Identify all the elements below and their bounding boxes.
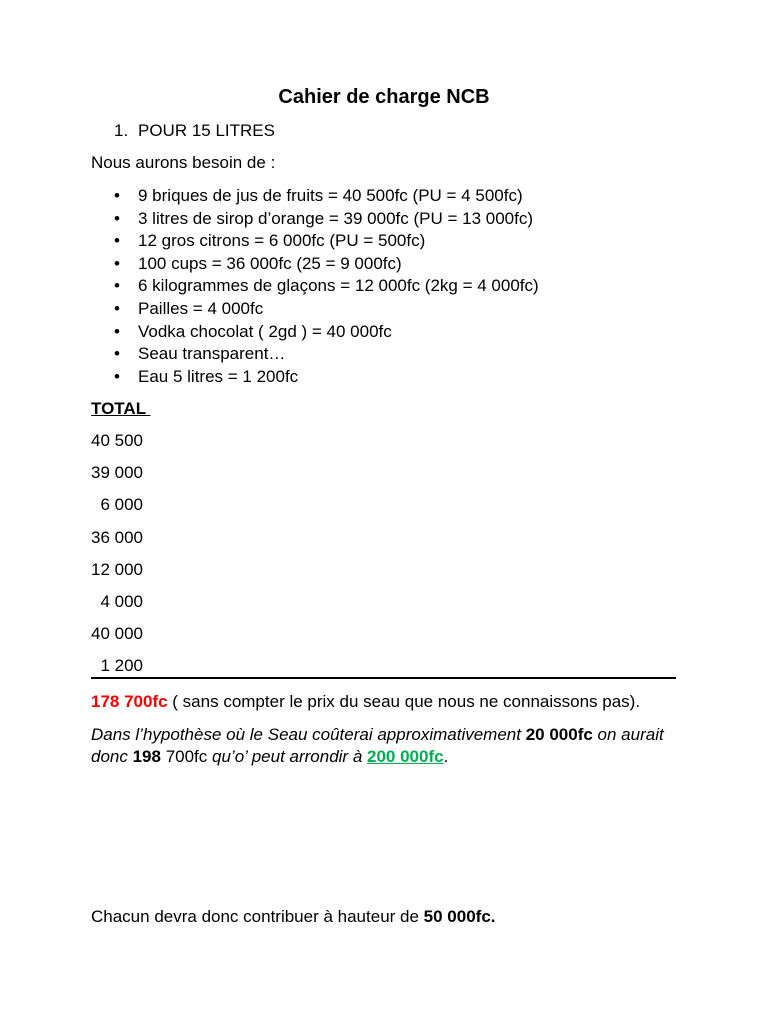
list-item: • 3 litres de sirop d’orange = 39 000fc (PU = 13 000fc) [114, 208, 534, 228]
list-item: • 100 cups = 36 000fc (25 = 9 000fc) [114, 253, 402, 273]
conclusion-text: Chacun devra donc contribuer à hauteur de 50 000fc. [91, 907, 496, 926]
amount-line: 40 000 [91, 624, 143, 644]
section-heading [114, 121, 275, 141]
amount-line: 1 200 [91, 656, 143, 676]
amount-line: 4 000 [91, 591, 143, 611]
amount-line: 40 500 [91, 431, 143, 450]
list-item: • Seau transparent… [114, 344, 286, 364]
new-total-bold: 198 [132, 747, 161, 766]
bullet-icon: • [114, 186, 120, 205]
amount-line: 39 000 [91, 463, 143, 483]
bullet-icon: • [114, 344, 120, 364]
list-item: • 12 gros citrons = 6 000fc (PU = 500fc) [114, 231, 426, 251]
intro-text: Nous aurons besoin de : [91, 153, 276, 172]
amounts-list [91, 431, 143, 689]
shopping-list [114, 185, 539, 388]
amount-line: 36 000 [91, 527, 143, 547]
sum-divider [91, 677, 676, 679]
document-title: Cahier de charge NCB [278, 86, 490, 108]
bullet-icon: • [114, 366, 120, 386]
list-item: • Vodka chocolat ( 2gd ) = 40 000fc [114, 321, 392, 341]
section-label: POUR 15 LITRES [138, 121, 275, 140]
amount-line: 12 000 [91, 559, 143, 579]
bullet-icon: • [114, 276, 120, 296]
list-item: • 9 briques de jus de fruits = 40 500fc (PU = 4 500fc) [114, 186, 523, 205]
bullet-icon: • [114, 253, 120, 273]
bullet-icon: • [114, 298, 120, 318]
rounded-total: 200 000fc [367, 747, 444, 766]
bullet-icon: • [114, 321, 120, 341]
total-result [91, 692, 640, 712]
list-item: • Pailles = 4 000fc [114, 298, 264, 318]
list-item: • Eau 5 litres = 1 200fc [114, 366, 299, 386]
contribution-amount: 50 000fc. [423, 907, 496, 926]
bucket-price: 20 000fc [525, 725, 593, 744]
hypothesis-paragraph: Dans l’hypothèse où le Seau coûterai approximativement 20 000fc on aurait donc 198 700fc qu’o’ peut arrondir à 200 000fc. [91, 725, 664, 766]
bullet-icon: • [114, 208, 120, 228]
list-item: • 6 kilogrammes de glaçons = 12 000fc (2kg = 4 000fc) [114, 276, 539, 296]
amount-line: 6 000 [91, 495, 143, 515]
total-heading: TOTAL [91, 399, 151, 418]
total-note: ( sans compter le prix du seau que nous ne connaissons pas). [167, 692, 641, 711]
section-number: 1. [114, 121, 129, 140]
bullet-icon: • [114, 231, 120, 251]
total-sum: 178 700fc [91, 692, 168, 711]
